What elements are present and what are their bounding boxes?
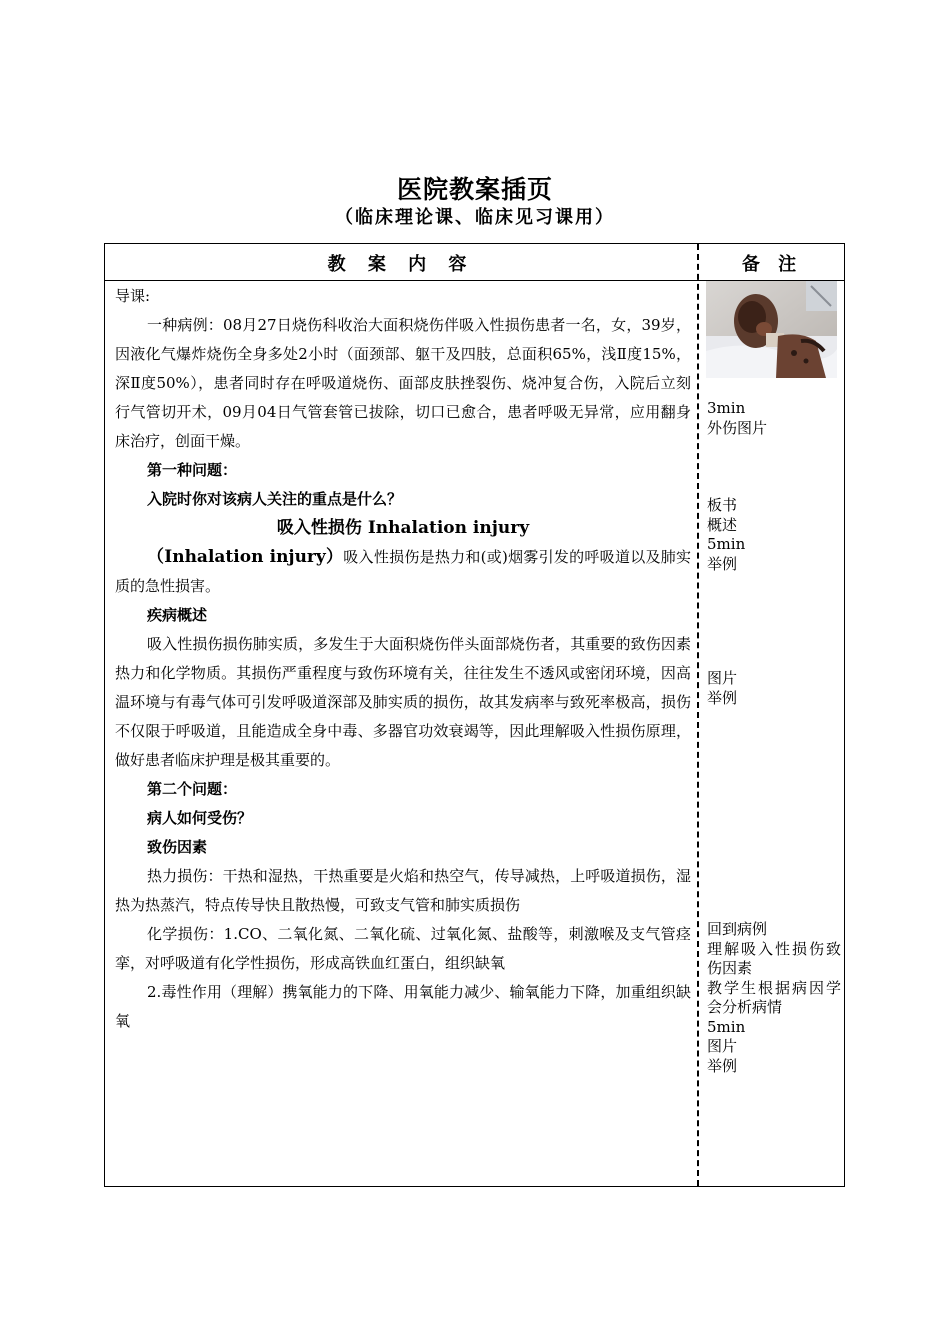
column-header-notes: 备 注	[741, 254, 803, 275]
notes-group-4	[707, 920, 841, 1076]
page-title: 医院教案插页	[396, 175, 553, 204]
burn-patient-image	[706, 281, 837, 378]
question-1-label: 第一种问题：	[147, 461, 238, 479]
note-back-to-case: 回到病例	[707, 920, 768, 938]
thermal-injury-paragraph: 热力损伤：干热和湿热，干热重要是火焰和热空气，传导减热，上呼吸道损伤，湿热为热蒸汽，特点传导快且散热慢，可致支气管和肺实质损伤	[115, 867, 691, 914]
note-blackboard: 板书	[707, 496, 738, 514]
overview-label: 疾病概述	[147, 606, 208, 624]
definition-paragraph	[115, 543, 691, 601]
intro-label: 导课:	[115, 287, 151, 305]
note-duration-3: 5min	[707, 1017, 746, 1036]
notes-group-2	[707, 496, 841, 574]
question-1-text: 入院时你对该病人关注的重点是什么？	[147, 490, 403, 508]
patient-photo	[706, 281, 837, 378]
note-trauma-image: 外伤图片	[707, 418, 768, 437]
note-image-1: 图片	[707, 669, 738, 687]
note-image-2: 图片	[707, 1037, 738, 1055]
page-subtitle: （临床理论课、临床见习课用）	[335, 207, 615, 228]
note-example-1: 举例	[707, 554, 738, 573]
lesson-content	[115, 282, 691, 1036]
toxic-effect-paragraph: 2.毒性作用（理解）携氧能力的下降、用氧能力减少、输氧能力下降，加重组织缺氧	[115, 983, 691, 1030]
column-divider	[697, 244, 699, 1186]
definition-term: （Inhalation injury）	[147, 547, 344, 567]
note-teach-analysis: 教学生根据病因学会分析病情	[707, 978, 841, 1016]
note-overview: 概述	[707, 515, 738, 534]
overview-paragraph: 吸入性损伤损伤肺实质，多发生于大面积烧伤伴头面部烧伤者，其重要的致伤因素热力和化学物质。其损伤严重程度与致伤环境有关，往往发生不透风或密闭环境，因高温环境与有毒气体可引发呼吸道深部及肺实质的损伤，故其发病率与致死率极高，损伤不仅限于呼吸道，且能造成全身中毒、多器官功效衰竭等，因此理解吸入性损伤原理，做好患者临床护理是极其重要的。	[115, 635, 691, 769]
definition-text: 吸入性损伤是热力和(或)烟雾引发的呼吸道以及肺实质的急性损害。	[115, 548, 691, 595]
notes-group-1	[707, 399, 841, 438]
note-example-2: 举例	[707, 688, 738, 707]
note-understand-causes: 理解吸入性损伤致伤因素	[707, 939, 841, 977]
question-2-label: 第二个问题：	[147, 780, 238, 798]
note-duration-2: 5min	[707, 535, 746, 553]
question-2-text: 病人如何受伤？	[147, 809, 253, 827]
chemical-injury-paragraph: 化学损伤：1.CO、二氧化氮、二氧化硫、过氧化氮、盐酸等，刺激喉及支气管痉挛，对呼吸道有化学性损伤，形成高铁血红蛋白，组织缺氧	[115, 925, 691, 972]
cause-label: 致伤因素	[147, 838, 208, 856]
topic-title: 吸入性损伤 Inhalation injury	[276, 518, 530, 538]
column-header-content: 教 案 内 容	[327, 254, 475, 275]
note-example-3: 举例	[707, 1056, 738, 1075]
case-paragraph: 一种病例：08月27日烧伤科收治大面积烧伤伴吸入性损伤患者一名，女，39岁，因液化气爆炸烧伤全身多处2小时（面颈部、躯干及四肢，总面积65%，浅Ⅱ度15%，深Ⅱ度50%），患者同时存在呼吸道烧伤、面部皮肤挫裂伤、烧冲复合伤，入院后立刻行气管切开术，09月04日气管套管已拔除，切口已愈合，患者呼吸无异常，应用翻身床治疗，创面干燥。	[115, 316, 691, 450]
notes-group-3	[707, 669, 841, 708]
note-duration-1: 3min	[707, 399, 746, 417]
lesson-table	[104, 243, 845, 1187]
